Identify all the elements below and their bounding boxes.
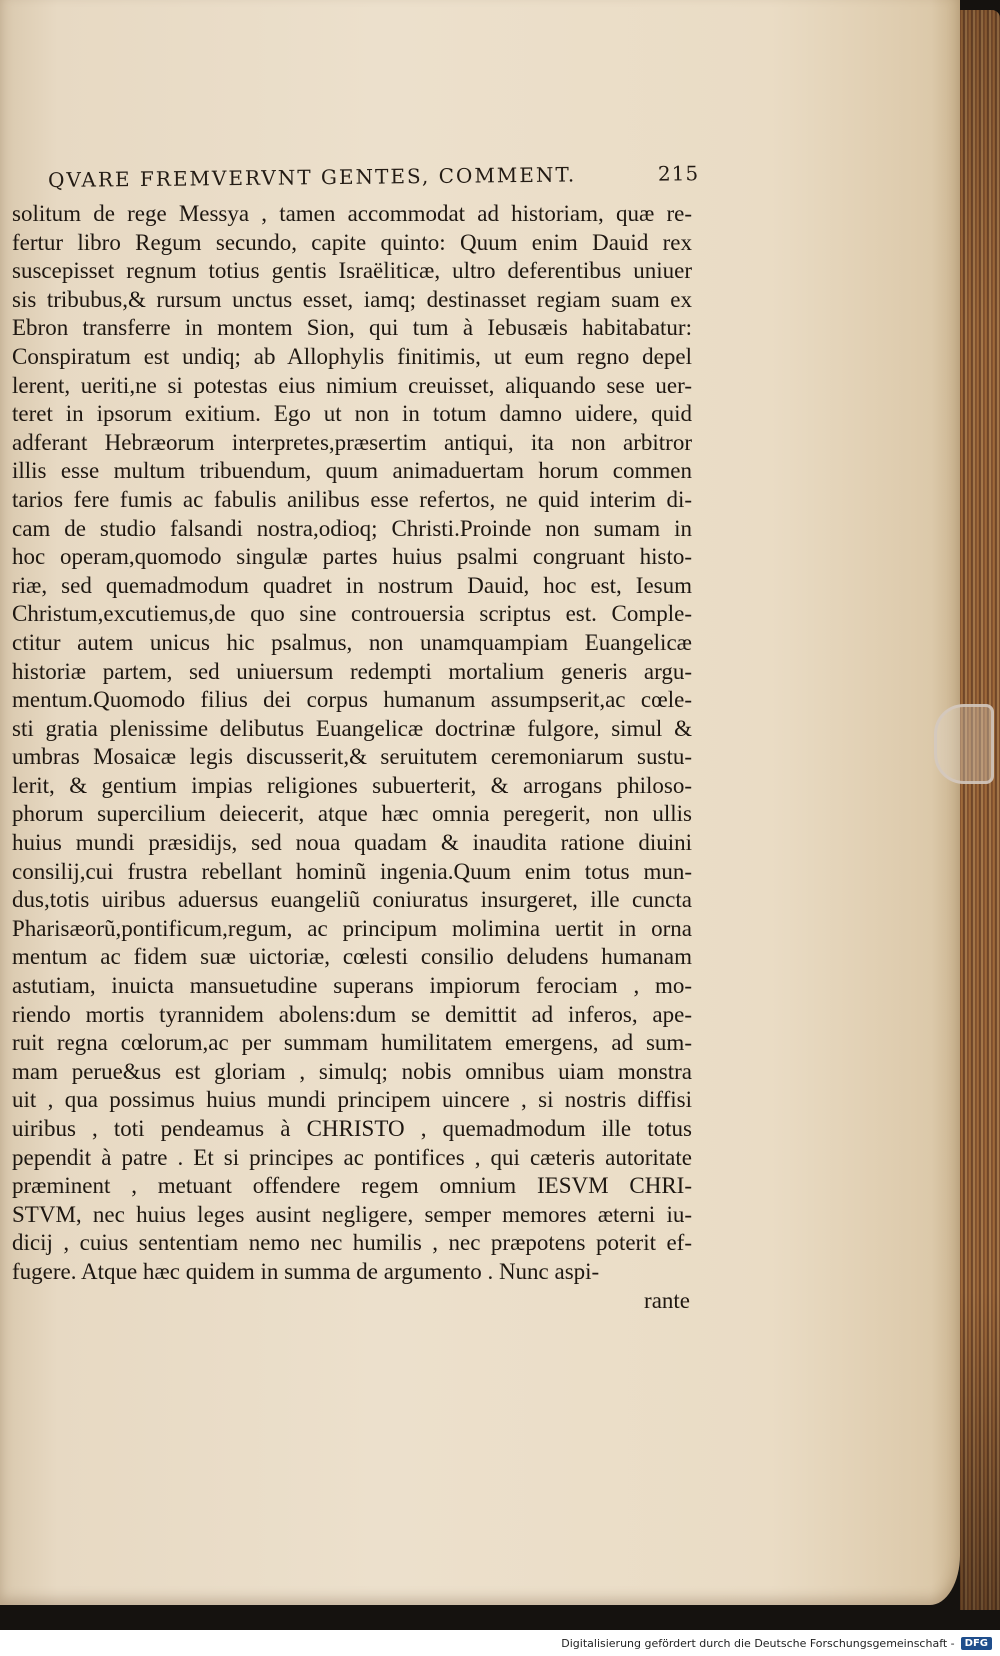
text-line: præminent , metuant offendere regem omnium IESVM CHRI- — [12, 1173, 692, 1199]
text-line: uit , qua possimus huius mundi principem uincere , si nostris diffisi — [12, 1087, 692, 1113]
text-line: riæ, sed quemadmodum quadret in nostrum Dauid, hoc est, Iesum — [12, 572, 692, 598]
text-line: adferant Hebræorum interpretes,præsertim antiqui, ita non arbitror — [12, 429, 692, 455]
text-line: pependit à patre . Et si principes ac pontifices , qui cæteris autoritate — [12, 1144, 692, 1170]
text-line: dicij , cuius sententiam nemo nec humilis , nec præpotens poterit ef- — [12, 1230, 692, 1256]
text-line: Ebron transferre in montem Sion, qui tum à Iebusæis habitabatur: — [12, 315, 692, 341]
footer-bar — [0, 1630, 1000, 1656]
text-line: Christum,excutiemus,de quo sine controuersia scriptus est. Comple- — [12, 601, 692, 627]
text-line: riendo mortis tyrannidem abolens:dum se demittit ad inferos, ape- — [12, 1001, 692, 1027]
text-line: ruit regna cœlorum,ac per summam humilitatem emergens, ad sum- — [12, 1030, 692, 1056]
catchword: rante — [644, 1287, 690, 1313]
text-line: ctitur autem unicus hic psalmus, non unamquampiam Euangelicæ — [12, 629, 692, 655]
text-line: Pharisæorũ,pontificum,regum, ac principum molimina uertit in orna — [12, 915, 692, 941]
dfg-logo: DFG — [961, 1637, 992, 1650]
text-line: phorum supercilium deiecerit, atque hæc omnia peregerit, non ullis — [12, 801, 692, 827]
page-clip — [934, 704, 994, 784]
text-block — [12, 200, 692, 1315]
text-line: historiæ partem, sed uniuersum redempti mortalium generis argu- — [12, 658, 692, 684]
text-line: consilij,cui frustra rebellant hominũ ingenia.Quum enim totus mun- — [12, 858, 692, 884]
text-line: fertur libro Regum secundo, capite quinto: Quum enim Dauid rex — [12, 229, 692, 255]
text-line: sis tribubus,& rursum unctus esset, iamq; destinasset regiam suam ex — [12, 286, 692, 312]
page-edges-shade — [960, 10, 1000, 1610]
text-line: illis esse multum tribuendum, quum animaduertam horum commen — [12, 458, 692, 484]
funding-credit: Digitalisierung gefördert durch die Deutsche Forschungsgemeinschaft - — [561, 1636, 955, 1650]
text-line: huius mundi præsidijs, sed noua quadam & inaudita ratione diuini — [12, 830, 692, 856]
text-line: hoc operam,quomodo singulæ partes huius psalmi congruant histo- — [12, 544, 692, 570]
text-line: umbras Mosaicæ legis discusserit,& seruitutem ceremoniarum sustu- — [12, 744, 692, 770]
text-line: mentum ac fidem suæ uictoriæ, cœlesti consilio deludens humanam — [12, 944, 692, 970]
text-line: Conspiratum est undiq; ab Allophylis finitimis, ut eum regno depel — [12, 343, 692, 369]
text-line: sti gratia plenissime delibutus Euangelicæ doctrinæ fulgore, simul & — [12, 715, 692, 741]
text-line: dus,totis uiribus aduersus euangeliũ coniuratus insurgeret, ille cuncta — [12, 887, 692, 913]
text-line: teret in ipsorum exitium. Ego ut non in totum damno uidere, quid — [12, 401, 692, 427]
text-line: fugere. Atque hæc quidem in summa de argumento . Nunc aspi- — [12, 1258, 600, 1284]
text-line: lerit, & gentium impias religiones subuerterit, & arrogans philoso- — [12, 772, 692, 798]
text-line: cam de studio falsandi nostra,odioq; Christi.Proinde non sumam in — [12, 515, 692, 541]
text-line: suscepisset regnum totius gentis Israëliticæ, ultro deferentibus uniuer — [12, 258, 692, 284]
text-line: lerent, ueriti,ne si potestas eius nimium creuisset, aliquando sese uer- — [12, 372, 692, 398]
text-line: solitum de rege Messya , tamen accommodat ad historiam, quæ re- — [12, 201, 692, 226]
page-number: 215 — [657, 161, 700, 186]
text-line: mentum.Quomodo filius dei corpus humanum assumpserit,ac cœle- — [12, 687, 692, 713]
text-line: astutiam, inuicta mansuetudine superans impiorum ferociam , mo- — [12, 973, 692, 999]
text-line: uiribus , toti pendeamus à CHRISTO , quemadmodum ille totus — [12, 1116, 692, 1141]
text-line: STVM, nec huius leges ausint negligere, semper memores æterni iu- — [12, 1201, 692, 1227]
text-line: mam perue&us est gloriam , simulq; nobis omnibus uiam monstra — [12, 1058, 692, 1084]
running-head-title: QVARE FREMVERVNT GENTES, COMMENT. — [47, 162, 577, 192]
text-line: tarios fere fumis ac fabulis anilibus esse refertos, ne quid interim di- — [12, 486, 692, 512]
